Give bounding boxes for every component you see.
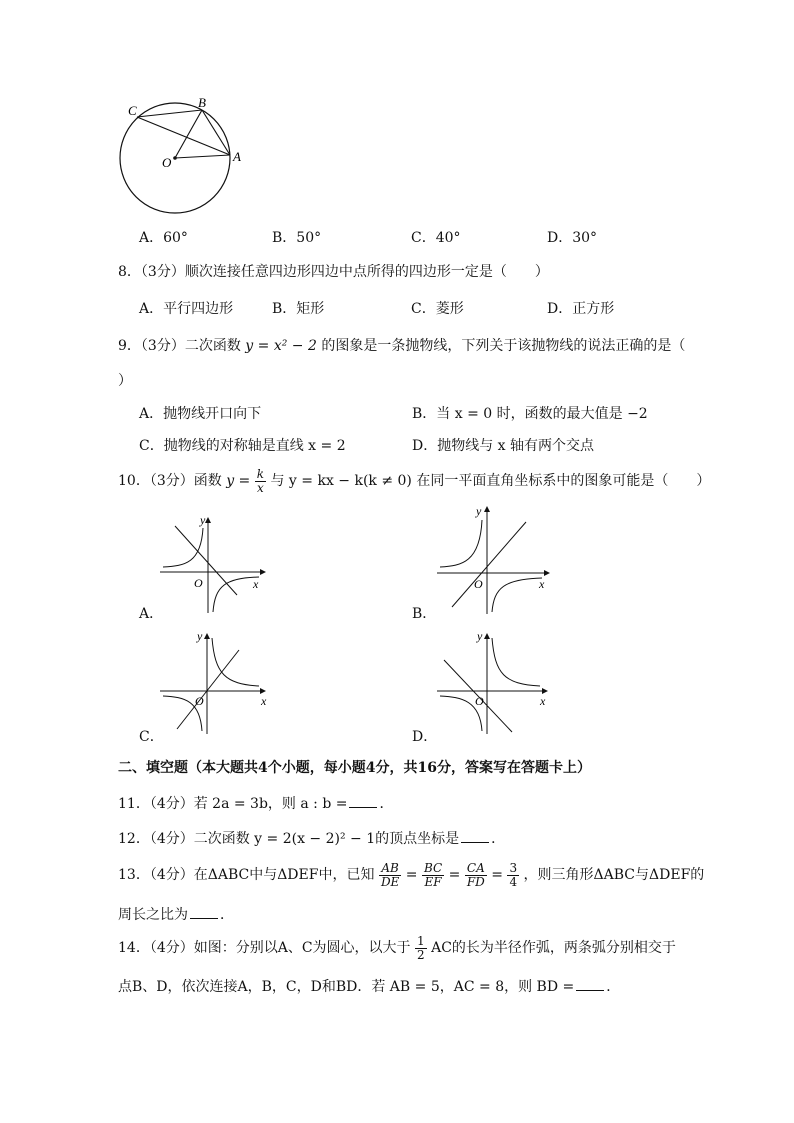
q13-frac-1	[379, 862, 401, 888]
q9-option-b[interactable]: B．当 x = 0 时，函数的最大值是 −2	[412, 406, 648, 422]
graph-d-y-label: y	[477, 629, 483, 643]
q8-stem: 8．（3分）顺次连接任意四边形四边中点所得的四边形一定是（ ）	[118, 264, 549, 280]
label-c: C	[128, 103, 137, 118]
q10-frac-den: x	[256, 480, 264, 495]
graph-b	[432, 502, 557, 617]
graph-d	[432, 626, 557, 738]
q10-option-d[interactable]: D．	[412, 729, 438, 745]
q13-frac-3	[465, 862, 487, 888]
q12-text: 12．（4分）二次函数 y = 2(x − 2)² − 1的顶点坐标是	[118, 831, 460, 847]
q10-stem	[118, 467, 710, 495]
q14	[118, 933, 676, 963]
q10-frac-num: k	[256, 466, 265, 481]
q13-eq-1: =	[405, 867, 418, 883]
q13-text-a: 13．（4分）在ΔABC中与ΔDEF中，已知	[118, 867, 375, 883]
section-2-title: 二、填空题（本大题共4个小题，每小题4分，共16分，答案写在答题卡上）	[118, 760, 591, 776]
q13-end: ．	[220, 907, 234, 923]
q12-answer-blank[interactable]	[461, 830, 489, 843]
q13-frac-4-den: 4	[509, 874, 518, 889]
q13-frac-1-den: DE	[380, 874, 400, 889]
q10-stem-a: 10．（3分）函数	[118, 473, 222, 489]
q7-option-a[interactable]: A．60°	[139, 230, 188, 246]
segment-ca	[137, 117, 230, 155]
graph-a-y-label: y	[200, 513, 206, 527]
q13-frac-2-den: EF	[424, 874, 442, 889]
q8-option-a[interactable]: A．平行四边形	[139, 301, 234, 317]
q14-frac-num: 1	[417, 933, 425, 948]
graph-b-x-label: x	[539, 577, 545, 591]
segment-ba	[202, 110, 230, 155]
q9-formula: y = x² − 2	[245, 338, 317, 354]
q10-y-eq: y =	[226, 473, 251, 489]
graph-d-x-label: x	[540, 694, 546, 708]
q9-stem	[118, 339, 685, 353]
q7-option-d[interactable]: D．30°	[547, 230, 598, 246]
center-point	[173, 156, 177, 160]
q11	[118, 795, 393, 811]
q13-frac-4-num: 3	[509, 860, 518, 875]
q11-end: ．	[379, 796, 394, 812]
graph-b-origin-label: O	[474, 577, 483, 591]
graph-c	[155, 626, 275, 738]
q13	[118, 860, 704, 890]
q8-option-d[interactable]: D．正方形	[547, 301, 615, 317]
q8-option-b[interactable]: B．矩形	[272, 301, 325, 317]
q14-text-c: 点B、D，依次连接A，B，C，D和BD．若 AB = 5，AC = 8，则 BD =	[118, 979, 575, 995]
q14-text-a: 14．（4分）如图：分别以A、C为圆心，以大于	[118, 940, 411, 956]
q10-option-c[interactable]: C．	[139, 729, 164, 745]
q13-eq-3: =	[491, 867, 503, 883]
q13-frac-2	[422, 862, 444, 888]
q14-line2	[118, 978, 620, 994]
label-b: B	[198, 95, 206, 110]
q10-stem-b: 与 y = kx − k(k ≠ 0) 在同一平面直角坐标系中的图象可能是（ ）	[270, 473, 711, 489]
segment-oa	[175, 155, 230, 158]
graph-a	[155, 508, 275, 618]
q8-option-c[interactable]: C．菱形	[411, 301, 464, 317]
q9-stem-close: ）	[118, 373, 132, 389]
q7-option-c[interactable]: C．40°	[411, 230, 461, 246]
q9-option-a[interactable]: A．抛物线开口向下	[139, 406, 262, 422]
q13-frac-3-den: FD	[466, 874, 485, 889]
q14-text-b: AC的长为半径作弧，两条弧分别相交于	[431, 940, 676, 956]
q12-end: ．	[491, 831, 506, 847]
graph-c-origin-label: O	[195, 694, 204, 708]
label-o: O	[162, 155, 172, 170]
q9-option-d[interactable]: D．抛物线与 x 轴有两个交点	[412, 438, 595, 454]
q10-option-a[interactable]: A．	[139, 606, 164, 622]
q10-option-b[interactable]: B．	[412, 606, 437, 622]
q14-fraction	[415, 935, 427, 961]
q11-answer-blank[interactable]	[349, 795, 377, 808]
q14-frac-den: 2	[417, 947, 425, 962]
graph-a-origin-label: O	[194, 576, 203, 590]
q9-stem-b: 的图象是一条抛物线，下列关于该抛物线的说法正确的是（	[321, 338, 686, 354]
circle-figure	[110, 95, 250, 220]
graph-a-x-label: x	[253, 577, 259, 591]
label-a: A	[233, 149, 241, 164]
q13-frac-4	[507, 862, 519, 888]
q13-line2	[118, 906, 234, 922]
q13-answer-blank[interactable]	[190, 906, 218, 919]
q9-option-c[interactable]: C．抛物线的对称轴是直线 x = 2	[139, 438, 346, 454]
q14-end: ．	[606, 979, 621, 995]
q13-eq-2: =	[448, 867, 461, 883]
graph-c-x-label: x	[261, 694, 267, 708]
q12	[118, 830, 505, 846]
q13-frac-1-num: AB	[379, 862, 401, 876]
q13-text-b: ，则三角形ΔABC与ΔDEF的	[523, 867, 705, 883]
q14-answer-blank[interactable]	[576, 978, 604, 991]
graph-b-y-label: y	[476, 504, 482, 518]
q11-text: 11．（4分）若 2a = 3b，则 a : b =	[118, 796, 348, 812]
q9-stem-a: 9．（3分）二次函数	[118, 338, 241, 354]
graph-c-y-label: y	[197, 629, 203, 643]
graph-d-origin-label: O	[475, 694, 484, 708]
q7-option-b[interactable]: B．50°	[272, 230, 322, 246]
q13-frac-3-num: CA	[465, 862, 487, 876]
q10-fraction	[255, 468, 266, 494]
q13-text-c: 周长之比为	[118, 907, 188, 923]
q13-frac-2-num: BC	[423, 860, 443, 875]
